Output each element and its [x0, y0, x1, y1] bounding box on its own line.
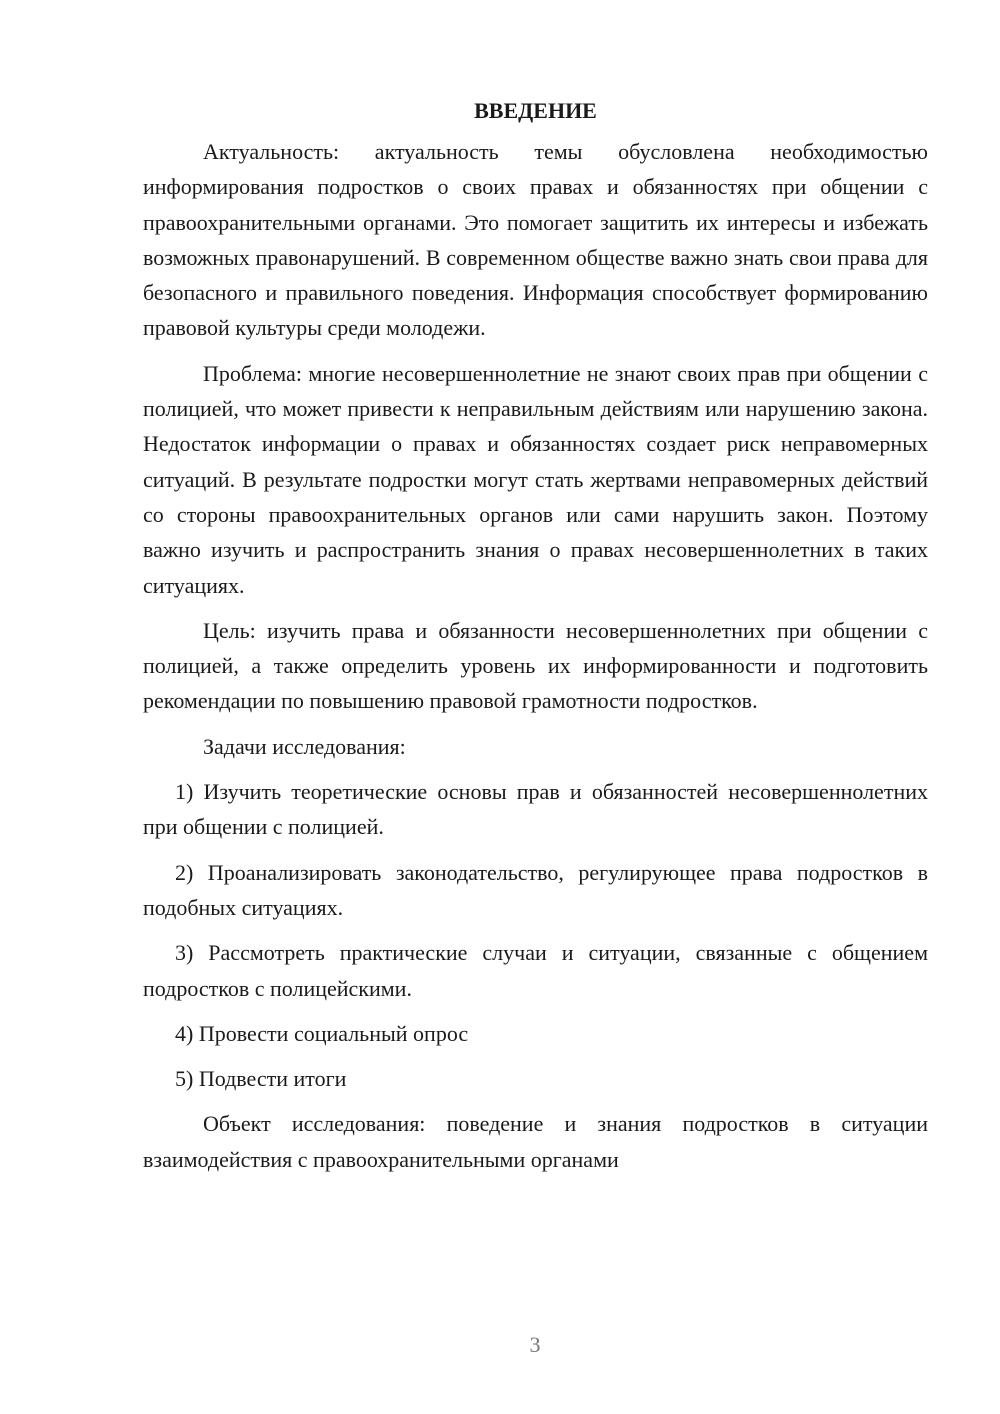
- section-heading: ВВЕДЕНИЕ: [474, 98, 597, 123]
- page-content: [143, 96, 928, 1177]
- object-paragraph: Объект исследования: поведение и знания подростков в ситуации взаимодействия с правоохранительными органами: [143, 1111, 928, 1172]
- goal-paragraph: Цель: изучить права и обязанности несовершеннолетних при общении с полицией, а также определить уровень их информированности и подготовить рекомендации по повышению правовой грамотности подростков.: [143, 617, 928, 714]
- task-item-4: 4) Провести социальный опрос: [175, 1020, 469, 1046]
- task-item-3: 3) Рассмотреть практические случаи и ситуации, связанные с общением подростков с полицейскими.: [143, 940, 928, 1001]
- problem-paragraph: Проблема: многие несовершеннолетние не знают своих прав при общении с полицией, что может привести к неправильным действиям или нарушению закона. Недостаток информации о правах и обязанностях создает риск неправомерных ситуаций. В результате подростки могут стать жертвами неправомерных действий со стороны правоохранительных органов или сами нарушить закон. Поэтому важно изучить и распространить знания о правах несовершеннолетних в таких ситуациях.: [143, 360, 928, 598]
- task-item-1: 1) Изучить теоретические основы прав и обязанностей несовершеннолетних при общении с полицией.: [143, 779, 928, 840]
- relevance-paragraph: Актуальность: актуальность темы обусловлена необходимостью информирования подростков о своих правах и обязанностях при общении с правоохранительными органами. Это помогает защитить их интересы и избежать возможных правонарушений. В современном обществе важно знать свои права для безопасного и правильного поведения. Информация способствует формированию правовой культуры среди молодежи.: [143, 139, 928, 341]
- tasks-title: Задачи исследования:: [203, 733, 406, 759]
- page-number: 3: [529, 1332, 541, 1357]
- task-item-5: 5) Подвести итоги: [175, 1066, 347, 1092]
- task-item-2: 2) Проанализировать законодательство, регулирующее права подростков в подобных ситуациях.: [143, 859, 928, 920]
